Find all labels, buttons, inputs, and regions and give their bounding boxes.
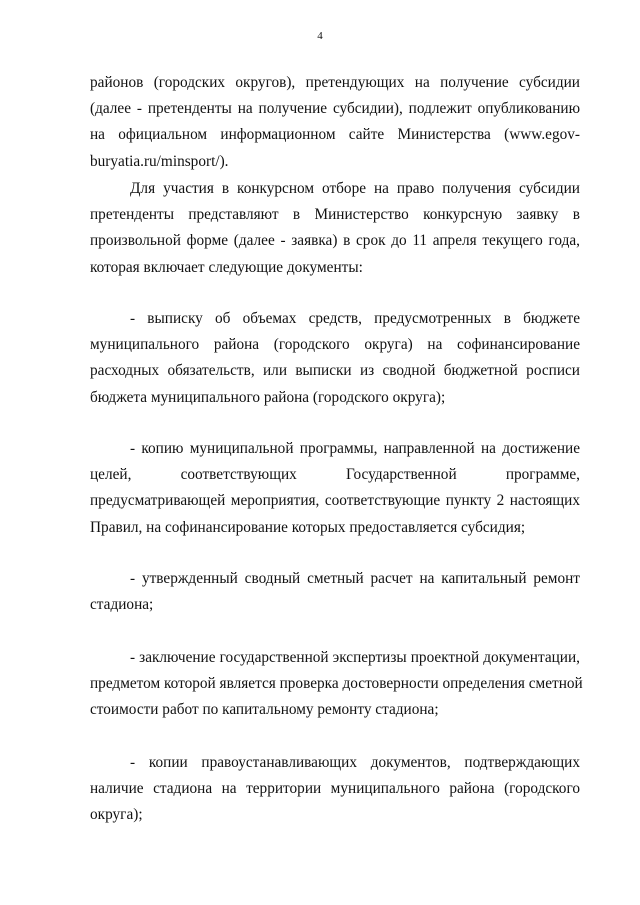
- text-line: стадиона;: [90, 596, 154, 614]
- text-line: Правил, на софинансирование которых предоставляется субсидия;: [90, 518, 526, 536]
- text-line: претенденты представляют в Министерство конкурсную заявку в: [90, 206, 580, 224]
- paragraph-application-requirements: [90, 176, 580, 281]
- list-item-cost-estimate: [90, 566, 580, 618]
- text-line: - утвержденный сводный сметный расчет на капитальный ремонт: [130, 570, 580, 587]
- text-line: расходных обязательств, или выписки из сводной бюджетной росписи: [90, 362, 580, 380]
- text-line: - выписку об объемах средств, предусмотренных в бюджете: [130, 310, 580, 327]
- text-line: предметом которой является проверка достоверности определения сметной: [90, 675, 583, 693]
- text-line: районов (городских округов), претендующих на получение субсидии: [90, 74, 580, 91]
- text-line: buryatia.ru/minsport/).: [90, 152, 229, 170]
- text-line: которая включает следующие документы:: [90, 258, 363, 276]
- text-line: на официальном информационном сайте Министерства (www.egov-: [90, 126, 580, 144]
- text-line: (далее - претенденты на получение субсидии), подлежит опубликованию: [90, 100, 580, 118]
- list-item-budget-extract: [90, 306, 580, 411]
- text-line: предусматривающей мероприятия, соответствующие пункту 2 настоящих: [90, 492, 580, 510]
- paragraph-districts-publication: [90, 70, 580, 175]
- text-line: округа);: [90, 806, 143, 824]
- text-line: Для участия в конкурсном отборе на право получения субсидии: [130, 180, 580, 197]
- text-line: стоимости работ по капитальному ремонту стадиона;: [90, 701, 439, 719]
- list-item-title-documents: [90, 750, 580, 829]
- text-line: - заключение государственной экспертизы проектной документации,: [130, 649, 580, 666]
- text-line: целей, соответствующих Государственной программе,: [90, 466, 580, 484]
- text-line: наличие стадиона на территории муниципального района (городского: [90, 780, 580, 798]
- list-item-state-expertise: [90, 645, 583, 724]
- text-line: - копии правоустанавливающих документов, подтверждающих: [130, 754, 580, 771]
- text-line: - копию муниципальной программы, направленной на достижение: [130, 440, 580, 457]
- list-item-municipal-program: [90, 436, 580, 541]
- text-line: произвольной форме (далее - заявка) в срок до 11 апреля текущего года,: [90, 232, 580, 250]
- text-line: бюджета муниципального района (городского округа);: [90, 388, 446, 406]
- page-number: 4: [317, 30, 323, 42]
- text-line: муниципального района (городского округа) на софинансирование: [90, 336, 580, 354]
